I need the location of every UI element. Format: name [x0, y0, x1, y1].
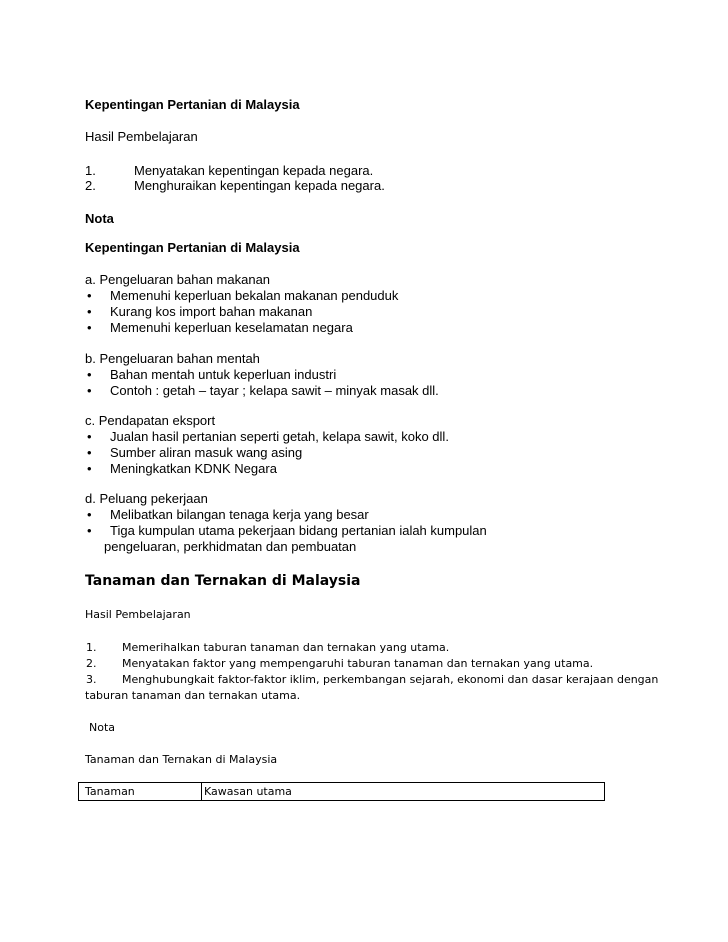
section-subtitle: Kepentingan Pertanian di Malaysia — [85, 240, 300, 255]
list-heading: c. Pendapatan eksport — [85, 413, 216, 428]
crops-table — [78, 782, 605, 801]
list-heading: b. Pengeluaran bahan mentah — [85, 351, 260, 366]
document-page: Kepentingan Pertanian di Malaysia Hasil Pembelajaran 1. Menyatakan kepentingan kepada negara. 2. Menghuraikan kepentingan kepada negara. Nota Kepentingan Pertanian di Malaysia a. Pengeluaran bahan makanan • Memenuhi keperluan bekalan makanan penduduk • Kurang kos import bahan makanan • Memenuhi keperluan keselamatan negara b. Pengeluaran bahan mentah • Bahan mentah untuk keperluan industri • Contoh : getah – tayar ; kelapa sawit – minyak masak dll. c. Pendapatan eksport • Jualan hasil pertanian seperti getah, kelapa sawit, koko dll. • Sumber aliran masuk wang asing • Meningkatkan KDNK Negara d. Peluang pekerjaan • Melibatkan bilangan tenaga kerja yang besar • Tiga kumpulan utama pekerjaan bidang pertanian ialah kumpulan pengeluaran, perkhidmatan dan pembuatan Tanaman dan Ternakan di Malaysia Hasil Pembelajaran 1. Memerihalkan taburan tanaman dan ternakan yang utama. 2. Menyatakan faktor yang mempengaruhi taburan tanaman dan ternakan yang utama. 3. Menghubungkait faktor-faktor iklim, perkembangan sejarah, ekonomi dan dasar kerajaan dengan taburan tanaman dan ternakan utama. Nota Tanaman dan Ternakan di Malaysia Tanaman Kawasan utama — [0, 0, 728, 942]
list-heading: a. Pengeluaran bahan makanan — [85, 272, 271, 287]
table-divider — [201, 783, 202, 800]
section-title: Tanaman dan Ternakan di Malaysia — [85, 573, 361, 589]
table-header-area: Kawasan utama — [204, 785, 292, 798]
section-subtitle: Tanaman dan Ternakan di Malaysia — [85, 753, 278, 766]
outcomes-heading: Hasil Pembelajaran — [85, 129, 198, 144]
table-header-crop: Tanaman — [85, 785, 135, 798]
outcome-continuation: taburan tanaman dan ternakan utama. — [85, 689, 301, 702]
nota-heading: Nota — [89, 721, 116, 734]
list-heading: d. Peluang pekerjaan — [85, 491, 208, 506]
outcomes-heading: Hasil Pembelajaran — [85, 608, 191, 621]
section-title: Kepentingan Pertanian di Malaysia — [85, 97, 300, 112]
nota-heading: Nota — [85, 211, 114, 226]
list-item-continuation: pengeluaran, perkhidmatan dan pembuatan — [104, 539, 357, 554]
